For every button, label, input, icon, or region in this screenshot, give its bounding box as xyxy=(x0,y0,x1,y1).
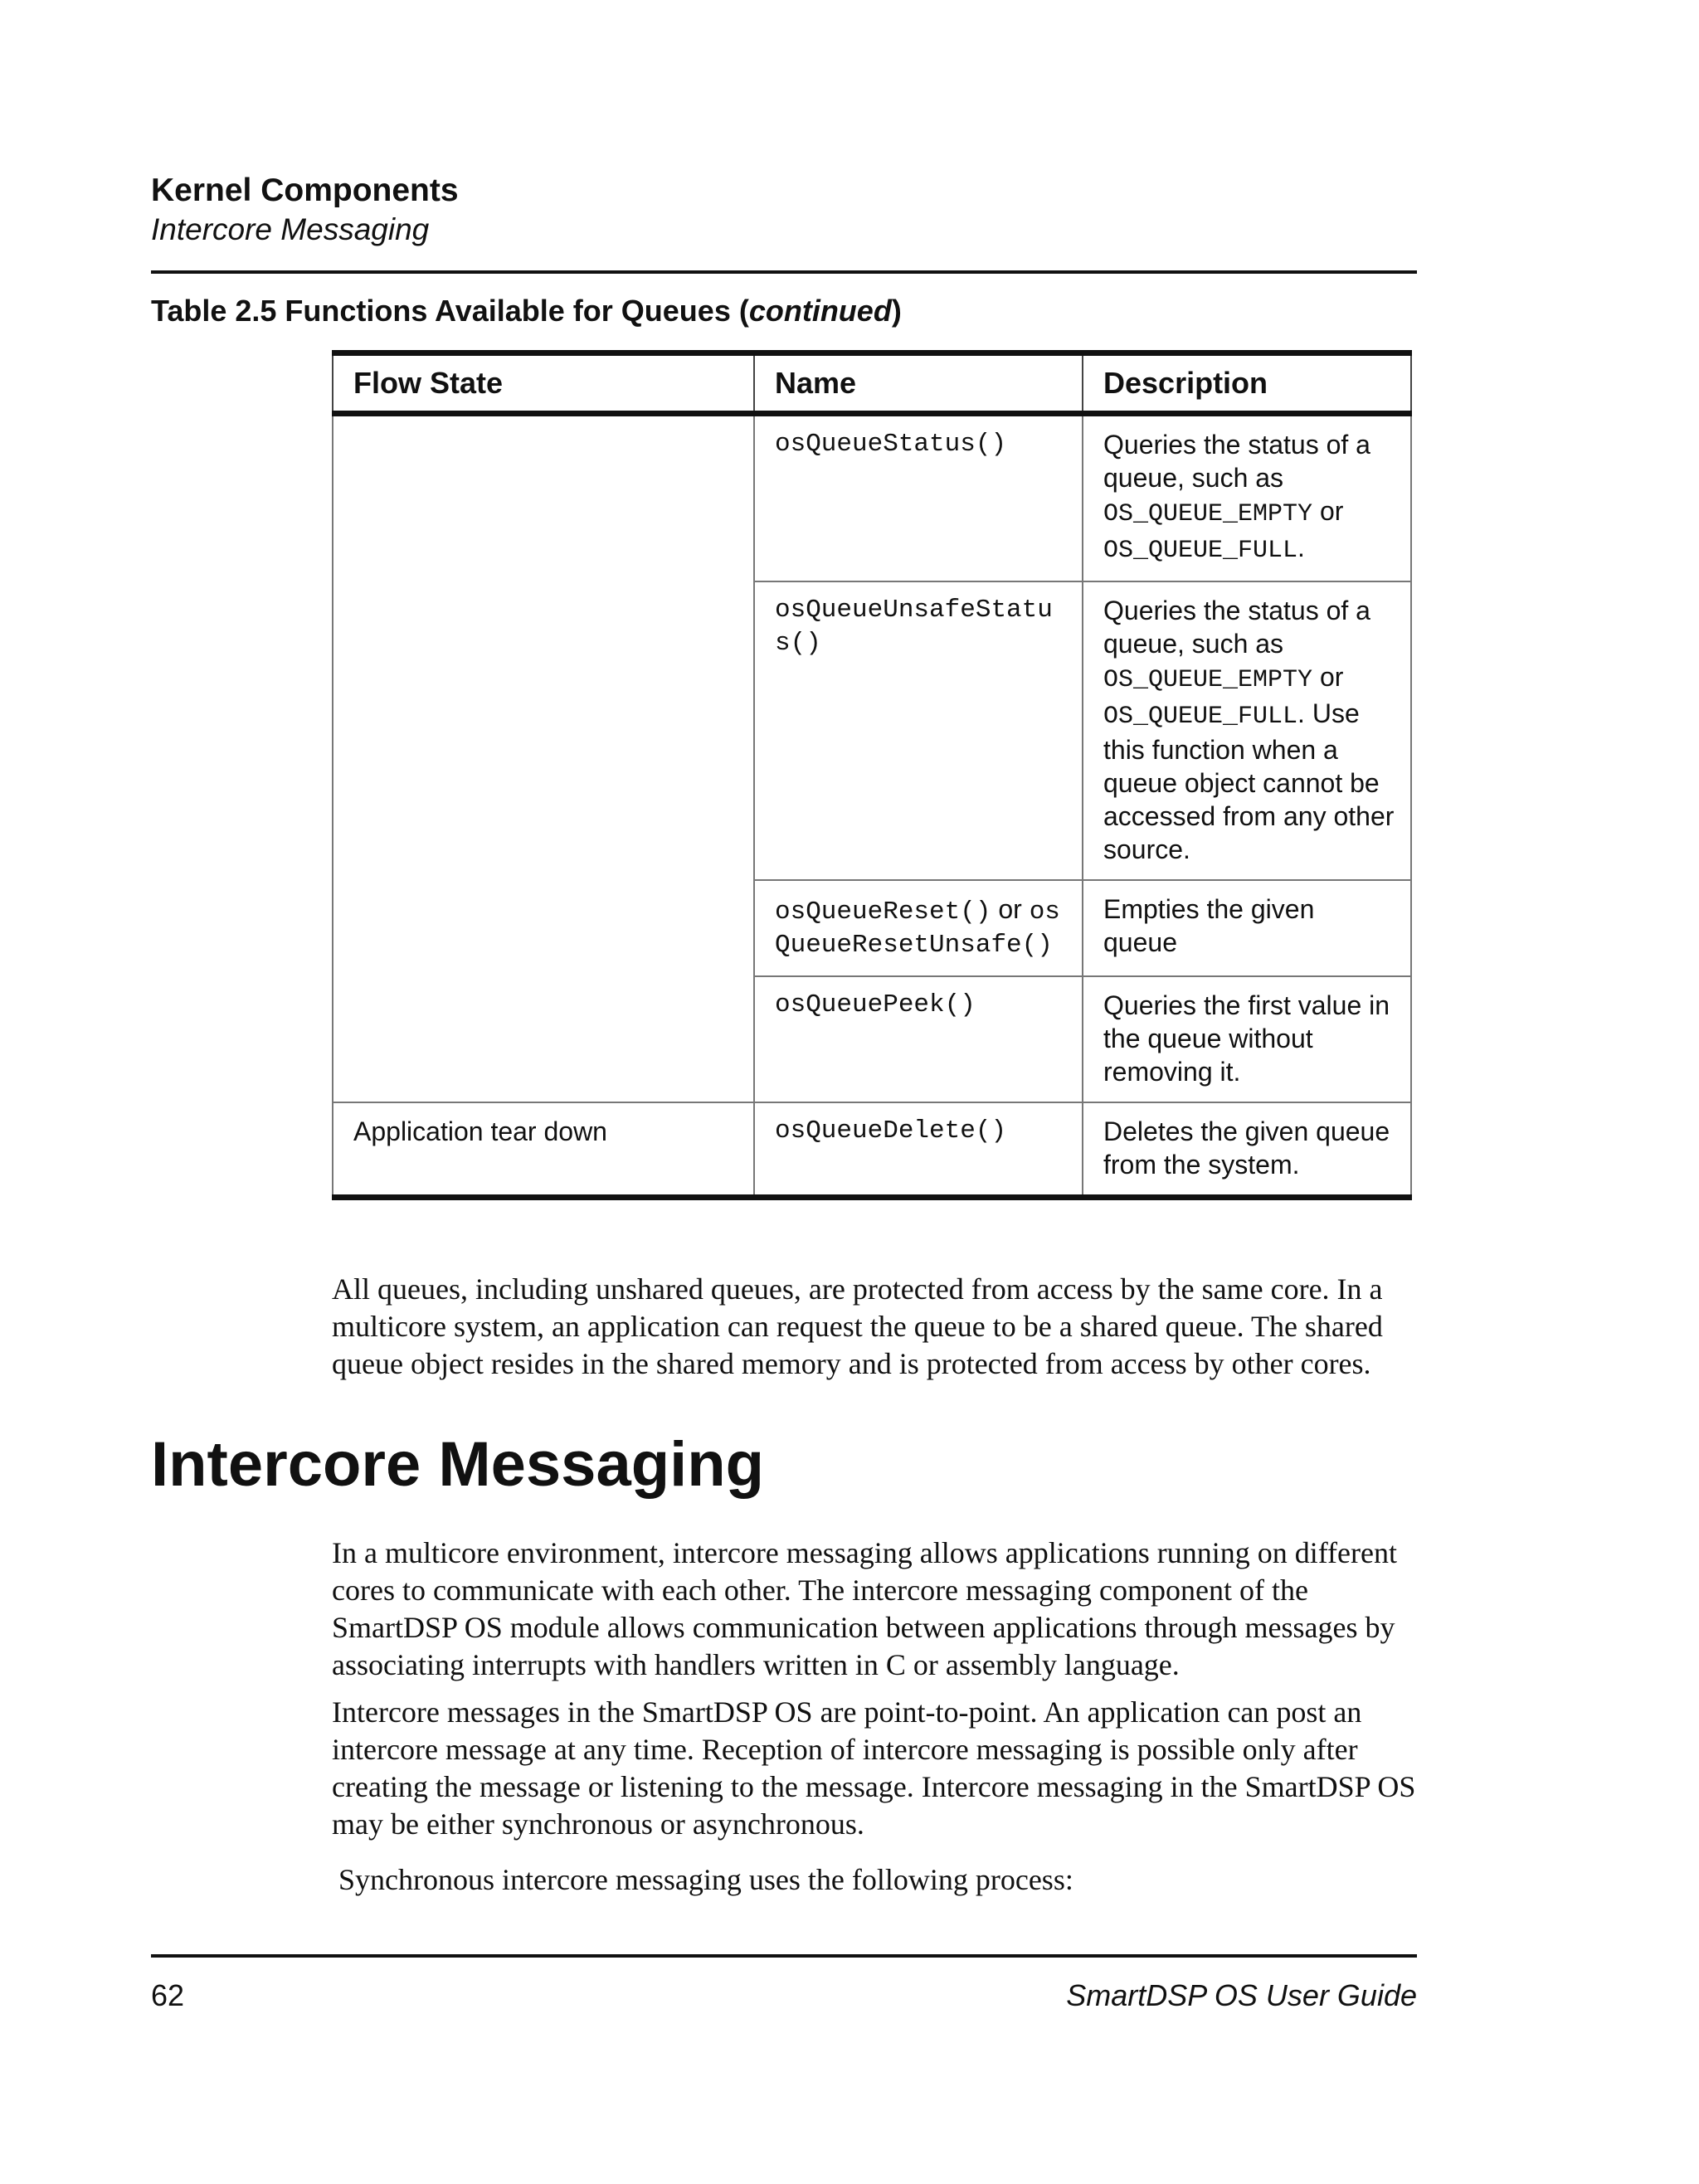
description-cell: Empties the given queue xyxy=(1083,880,1411,976)
table-caption xyxy=(151,294,902,328)
section-heading: Intercore Messaging xyxy=(151,1429,765,1500)
table-row xyxy=(333,1102,1411,1198)
description-cell xyxy=(1083,414,1411,582)
description-text: Queries the status of a queue, such as xyxy=(1103,596,1370,659)
body-paragraph: Synchronous intercore messaging uses the following process: xyxy=(338,1863,1073,1896)
code-constant: OS_QUEUE_EMPTY xyxy=(1103,500,1313,528)
or-text: or xyxy=(991,894,1030,924)
body-paragraph: Intercore messages in the SmartDSP OS are point-to-point. An application can post an intercore message at any time. Reception of intercore messaging is possible only after creating the message or listening to the message. Intercore messaging in the SmartDSP OS may be either synchronous or asynchronous. xyxy=(332,1695,1416,1841)
table-row xyxy=(333,414,1411,582)
body-paragraph: All queues, including unshared queues, are protected from access by the same core. In a multicore system, an application can request the queue to be a shared queue. The shared queue object resides in the shared memory and is protected from access by other cores. xyxy=(332,1272,1383,1380)
body-paragraph: In a multicore environment, intercore messaging allows applications running on different cores to communicate with each other. The intercore messaging component of the SmartDSP OS module allows communication between applications through messages by associating interrupts with handlers written in C or assembly language. xyxy=(332,1536,1397,1681)
code-constant: OS_QUEUE_FULL xyxy=(1103,703,1298,731)
description-cell: Deletes the given queue from the system. xyxy=(1083,1102,1411,1198)
guide-title: SmartDSP OS User Guide xyxy=(1066,1978,1417,2012)
table-header-row xyxy=(333,353,1411,414)
function-name-cell: osQueuePeek() xyxy=(754,976,1083,1102)
code-constant: OS_QUEUE_EMPTY xyxy=(1103,666,1313,694)
description-cell xyxy=(1083,581,1411,880)
flow-state-cell: Application tear down xyxy=(333,1102,754,1198)
function-name: osQueueReset() xyxy=(775,897,991,927)
function-name-cell: osQueueUnsafeStatus() xyxy=(754,581,1083,880)
function-name-cell: osQueueStatus() xyxy=(754,414,1083,582)
chapter-title: Kernel Components xyxy=(151,173,459,208)
flow-state-cell-empty xyxy=(333,414,754,1103)
description-text: or xyxy=(1312,496,1344,526)
function-name-cell xyxy=(754,880,1083,976)
page-number: 62 xyxy=(151,1978,185,2012)
description-text: or xyxy=(1312,662,1344,692)
header-rule xyxy=(151,270,1417,274)
function-name-cell: osQueueDelete() xyxy=(754,1102,1083,1198)
description-cell: Queries the first value in the queue without removing it. xyxy=(1083,976,1411,1102)
description-text: . xyxy=(1297,533,1305,562)
header-description: Description xyxy=(1083,353,1411,414)
queue-functions-table xyxy=(332,350,1412,1200)
section-subtitle: Intercore Messaging xyxy=(151,212,430,246)
table-caption-close: ) xyxy=(891,294,902,328)
header-flow-state: Flow State xyxy=(333,353,754,414)
code-constant: OS_QUEUE_FULL xyxy=(1103,537,1298,565)
header-name: Name xyxy=(754,353,1083,414)
description-text: . Use this function when a queue object cannot be accessed from any other source. xyxy=(1103,698,1395,864)
table-caption-text: Table 2.5 Functions Available for Queues ( xyxy=(151,294,749,328)
table-caption-continued: continued xyxy=(748,294,892,328)
function-name: osQueueResetUnsafe() xyxy=(775,897,1060,960)
description-text: Queries the status of a queue, such as xyxy=(1103,430,1370,493)
footer-rule xyxy=(151,1954,1417,1958)
